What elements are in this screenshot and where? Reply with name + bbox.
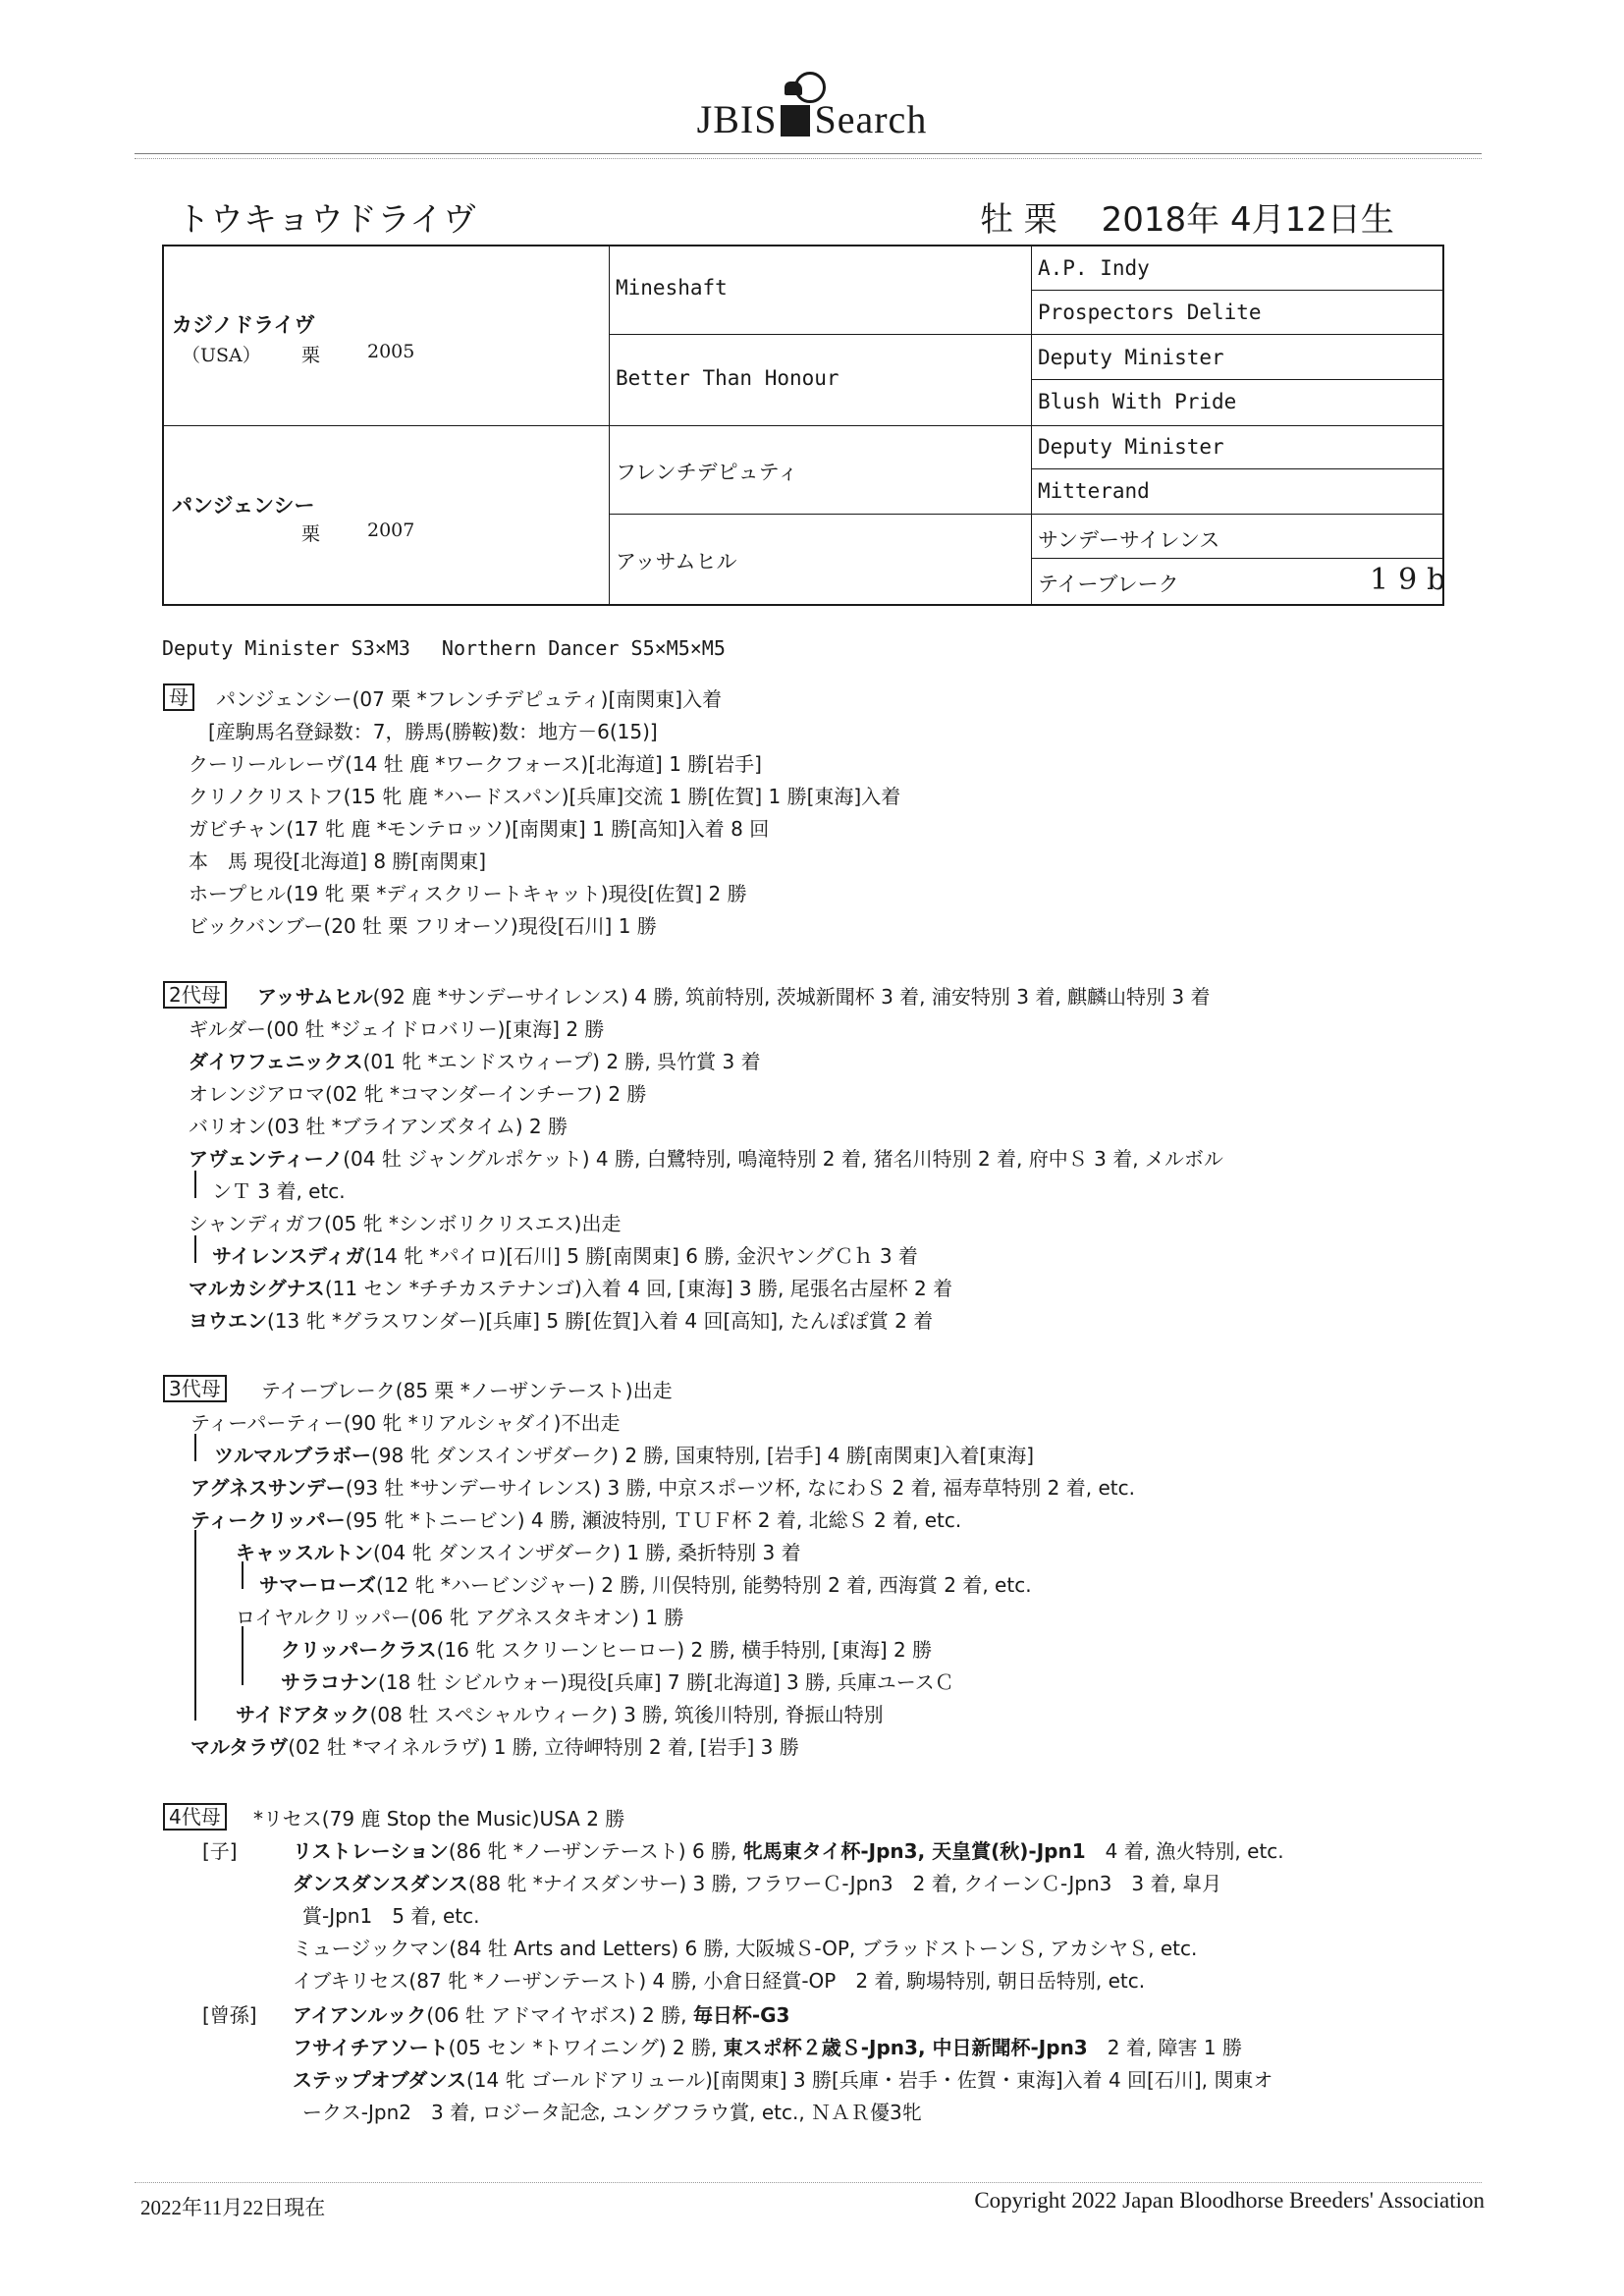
record-text: (04 牝 ダンスインザダーク) 1 勝, 桑折特別 3 着 [373,1541,801,1564]
gen3-5: Deputy Minister [1038,435,1224,459]
gen3-2: Prospectors Delite [1038,301,1262,324]
horse-name-bold: クリッパークラス [281,1638,437,1662]
record-text: ンＴ 3 着, etc. [212,1179,346,1203]
sire-year: 2005 [367,341,415,362]
lineage-bar [242,1626,244,1685]
lineage-bar [194,1434,196,1461]
record-text: (14 牝 *パイロ)[石川] 5 勝[南関東] 6 勝, 金沢ヤングＣｈ 3 着 [364,1244,918,1268]
second-dam-line [189,1305,933,1334]
record-text: ギルダー(00 牡 *ジェイドロバリー)[東海] 2 勝 [189,1017,605,1041]
third-dam-line [236,1537,801,1565]
section-label-fourth-dam: 4代母 [163,1803,227,1831]
lineage-bar [194,1171,196,1198]
copyright: Copyright 2022 Japan Bloodhorse Breeders' Association [974,2188,1485,2213]
record-text: (95 牝 *トニービン) 4 勝, 瀬波特別, ＴＵＦ杯 2 着, 北総Ｓ 2 着, etc. [345,1508,962,1532]
record-text: 2 着, 障害 1 勝 [1087,2036,1242,2059]
fourth-dam-line [302,2097,922,2125]
horse-name-bold: ステップオブダンス [293,2068,466,2092]
horse-name: トウキョウドライヴ [177,200,476,240]
horse-name-bold: サマーローズ [259,1573,376,1597]
gen3-3: Deputy Minister [1038,346,1224,369]
dam-color: 栗 [301,523,321,545]
gen3-1: A.P. Indy [1038,256,1150,280]
dam-name: パンジェンシー [172,494,315,518]
horse-name-bold: リストレーション [293,1839,449,1863]
third-dam-line [261,1375,673,1403]
family-number: 19b [1370,563,1456,597]
section-label-dam: 母 [163,683,194,711]
gen3-7: サンデーサイレンス [1038,528,1220,552]
record-text: (92 鹿 *サンデーサイレンス) 4 勝, 筑前特別, 茨城新聞杯 3 着, 浦安特別 3 着, 麒麟山特別 3 着 [372,985,1211,1009]
header-rule [135,153,1482,154]
record-text: (13 牝 *グラスワンダー)[兵庫] 5 勝[佐賀]入着 4 回[高知], たんぽぽ賞 2 着 [267,1309,934,1333]
record-text: (06 牡 アドマイヤボス) 2 勝, [426,2003,693,2027]
horse-name-bold: フサイチアソート [293,2036,449,2059]
record-text: 本 馬 現役[北海道] 8 勝[南関東] [189,849,487,873]
sire-name: カジノドライヴ [172,313,315,337]
inbreeding-note: Deputy Minister S3×M3 Northern Dancer S5×M5×M5 [162,636,726,660]
horse-name-bold: サラコナン [281,1670,378,1694]
fourth-dam-line [293,1933,1197,1961]
fourth-dam-line [293,1999,789,2028]
dam-line [189,846,486,874]
record-text: (08 牡 スペシャルウィーク) 3 勝, 筑後川特別, 脊振山特別 [369,1703,884,1726]
third-dam-line [190,1472,1135,1501]
sire-color: 栗 [301,345,321,366]
second-dam-line [189,1046,761,1074]
third-dam-line [259,1569,1032,1598]
record-text: オレンジアロマ(02 牝 *コマンダーインチーフ) 2 勝 [189,1082,647,1106]
second-dam-line [189,1143,1223,1172]
third-dam-line [190,1504,961,1533]
gen3-4: Blush With Pride [1038,390,1237,413]
fourth-dam-line [293,1965,1145,1994]
record-text: (02 牡 *マイネルラヴ) 1 勝, 立待岬特別 2 着, [岩手] 3 勝 [288,1735,799,1759]
fourth-dam-header: *リセス(79 鹿 Stop the Music)USA 2 勝 [253,1807,625,1831]
record-text: クリノクリストフ(15 牝 鹿 *ハードスパン)[兵庫]交流 1 勝[佐賀] 1 勝[東海]入着 [189,785,901,808]
gen2-sire-dam: Better Than Honour [616,366,839,390]
record-text: (01 牝 *エンドスウィープ) 2 勝, 呉竹賞 3 着 [362,1050,761,1073]
horse-name-bold: アイアンルック [293,2003,427,2027]
dam-year: 2007 [367,519,415,541]
horse-name-bold: ティークリッパー [190,1508,346,1532]
record-text: (88 牝 *ナイスダンサー) 3 勝, フラワーＣ-Jpn3 2 着, クイーンＣ-Jpn3 3 着, 皐月 [467,1872,1222,1895]
record-text: (14 牝 ゴールドアリュール)[南関東] 3 勝[兵庫・岩手・佐賀・東海]入着 4 回[石川], 関東オ [466,2068,1273,2092]
horse-name-bold: 牝馬東タイ杯-Jpn3, 天皇賞(秋)-Jpn1 [742,1839,1086,1863]
header-rule-dotted [135,158,1482,159]
record-text: ホープヒル(19 牝 栗 *ディスクリートキャット)現役[佐賀] 2 勝 [189,882,747,905]
lineage-bar [194,1235,196,1263]
horse-name-bold: キャッスルトン [236,1541,373,1564]
horse-name-bold: アヴェンティーノ [189,1147,344,1171]
third-dam-line [236,1699,884,1727]
third-dam-line [190,1731,799,1760]
record-text: (98 牝 ダンスインザダーク) 2 勝, 国東特別, [岩手] 4 勝[南関東]入着[東海] [371,1444,1035,1467]
record-text: (11 セン *チチカステナンゴ)入着 4 回, [東海] 3 勝, 尾張名古屋杯 2 着 [324,1277,953,1300]
record-text: ティーパーティー(90 牝 *リアルシャダイ)不出走 [190,1411,621,1435]
gen2-dam-sire: フレンチデピュティ [616,461,798,484]
third-dam-line [214,1440,1034,1468]
logo-text-jbis: JBIS [696,97,778,141]
third-dam-line [236,1602,683,1630]
record-text: (04 牡 ジャングルポケット) 4 勝, 白鷺特別, 鳴滝特別 2 着, 猪名川特別 2 着, 府中Ｓ 3 着, メルボル [343,1147,1223,1171]
fourth-dam-line [302,1900,480,1929]
great-grandchildren-label: [曾孫] [202,2003,257,2027]
record-text: (12 牝 *ハービンジャー) 2 勝, 川俣特別, 能勢特別 2 着, 西海賞 2 着, etc. [376,1573,1032,1597]
record-text: テイーブレーク(85 栗 *ノーザンテースト)出走 [261,1379,673,1402]
horse-name-bold: 東スポ杯２歳Ｓ-Jpn3, 中日新聞杯-Jpn3 [723,2036,1088,2059]
record-text: バリオン(03 牡 *ブライアンズタイム) 2 勝 [189,1115,568,1138]
second-dam-line [189,1013,604,1042]
dam-line [189,878,747,906]
horse-name-bold: ダイワフェニックス [189,1050,363,1073]
record-text: ビックバンブー(20 牡 栗 フリオーソ)現役[石川] 1 勝 [189,914,657,938]
dam-line [216,683,722,712]
horse-name-bold: アッサムヒル [257,985,373,1009]
dam-line [189,781,900,809]
horse-name-bold: マルカシグナス [189,1277,325,1300]
horse-name-bold: ヨウエン [189,1309,267,1333]
logo-text-search: Search [814,97,928,141]
fourth-dam-line [293,2032,1242,2060]
dam-line [189,910,657,939]
as-of-date: 2022年11月22日現在 [140,2196,326,2219]
pedigree-table [162,245,1456,606]
record-text: (18 牡 シビルウォー)現役[兵庫] 7 勝[北海道] 3 勝, 兵庫ユースＣ [378,1670,954,1694]
horse-name-bold: 毎日杯-G3 [692,2003,790,2027]
record-text: (86 牝 *ノーザンテースト) 6 勝, [448,1839,743,1863]
record-text: ロイヤルクリッパー(06 牝 アグネスタキオン) 1 勝 [236,1606,684,1629]
dam-line [208,716,658,744]
horse-name-bold: サイレンスディガ [212,1244,365,1268]
second-dam-line [257,981,1211,1010]
horse-magnifier-icon [781,105,810,137]
record-text: イブキリセス(87 牝 *ノーザンテースト) 4 勝, 小倉日経賞-OP 2 着, 駒場特別, 朝日岳特別, etc. [293,1969,1146,1993]
record-text: シャンディガフ(05 牝 *シンボリクリスエス)出走 [189,1212,622,1235]
record-text: クーリールレーヴ(14 牡 鹿 *ワークフォース)[北海道] 1 勝[岩手] [189,752,762,776]
record-text: ガビチャン(17 牝 鹿 *モンテロッソ)[南関東] 1 勝[高知]入着 8 回 [189,817,770,841]
gen3-8: テイーブレーク [1038,573,1179,596]
lineage-bar [242,1561,244,1589]
section-label-third-dam: 3代母 [163,1375,227,1402]
second-dam-line [212,1240,918,1269]
fourth-dam-line [293,1835,1284,1864]
record-text: パンジェンシー(07 栗 *フレンチデピュティ)[南関東]入着 [216,687,723,711]
third-dam-line [190,1407,620,1436]
dam-line [189,748,762,777]
second-dam-line [189,1273,952,1301]
horse-name-bold: マルタラヴ [190,1735,289,1759]
third-dam-line [281,1667,954,1695]
horse-sex-color-birth: 牡 栗 2018年 4月12日生 [980,200,1394,240]
fourth-dam-line [293,1868,1221,1896]
jbis-search-logo [0,96,1624,149]
record-text: [産駒馬名登録数：7，勝馬(勝鞍)数：地方－6(15)] [208,720,658,743]
horse-name-bold: ツルマルブラボー [214,1444,371,1467]
second-dam-line [189,1078,646,1107]
dam-line [189,813,769,842]
horse-name-bold: ダンスダンスダンス [293,1872,468,1895]
fourth-dam-line [293,2064,1272,2093]
second-dam-line [189,1111,568,1139]
record-text: (93 牡 *サンデーサイレンス) 3 勝, 中京スポーツ杯, なにわＳ 2 着, 福寿草特別 2 着, etc. [345,1476,1135,1500]
record-text: (05 セン *トワイニング) 2 勝, [448,2036,724,2059]
gen2-sire-sire: Mineshaft [616,276,728,300]
record-text: ミュージックマン(84 牡 Arts and Letters) 6 勝, 大阪城Ｓ-OP, ブラッドストーンＳ, アカシヤＳ, etc. [293,1937,1198,1960]
horse-name-bold: サイドアタック [236,1703,370,1726]
lineage-bar [194,1530,196,1721]
gen3-6: Mitterand [1038,479,1150,503]
record-text: 4 着, 漁火特別, etc. [1085,1839,1284,1863]
section-label-second-dam: 2代母 [163,981,227,1009]
second-dam-line [189,1208,621,1236]
third-dam-line [281,1634,932,1663]
children-label: [子] [202,1839,238,1863]
record-text: ークス-Jpn2 3 着, ロジータ記念, ユングフラウ賞, etc., ＮＡＲ優3牝 [302,2101,922,2124]
horse-name-bold: アグネスサンデー [190,1476,346,1500]
gen2-dam-dam: アッサムヒル [616,550,737,574]
footer-rule [135,2182,1482,2183]
record-text: (16 牝 スクリーンヒーロー) 2 勝, 横手特別, [東海] 2 勝 [436,1638,933,1662]
record-text: 賞-Jpn1 5 着, etc. [302,1904,480,1928]
sire-origin: （USA） [182,345,261,366]
second-dam-line [212,1175,346,1204]
